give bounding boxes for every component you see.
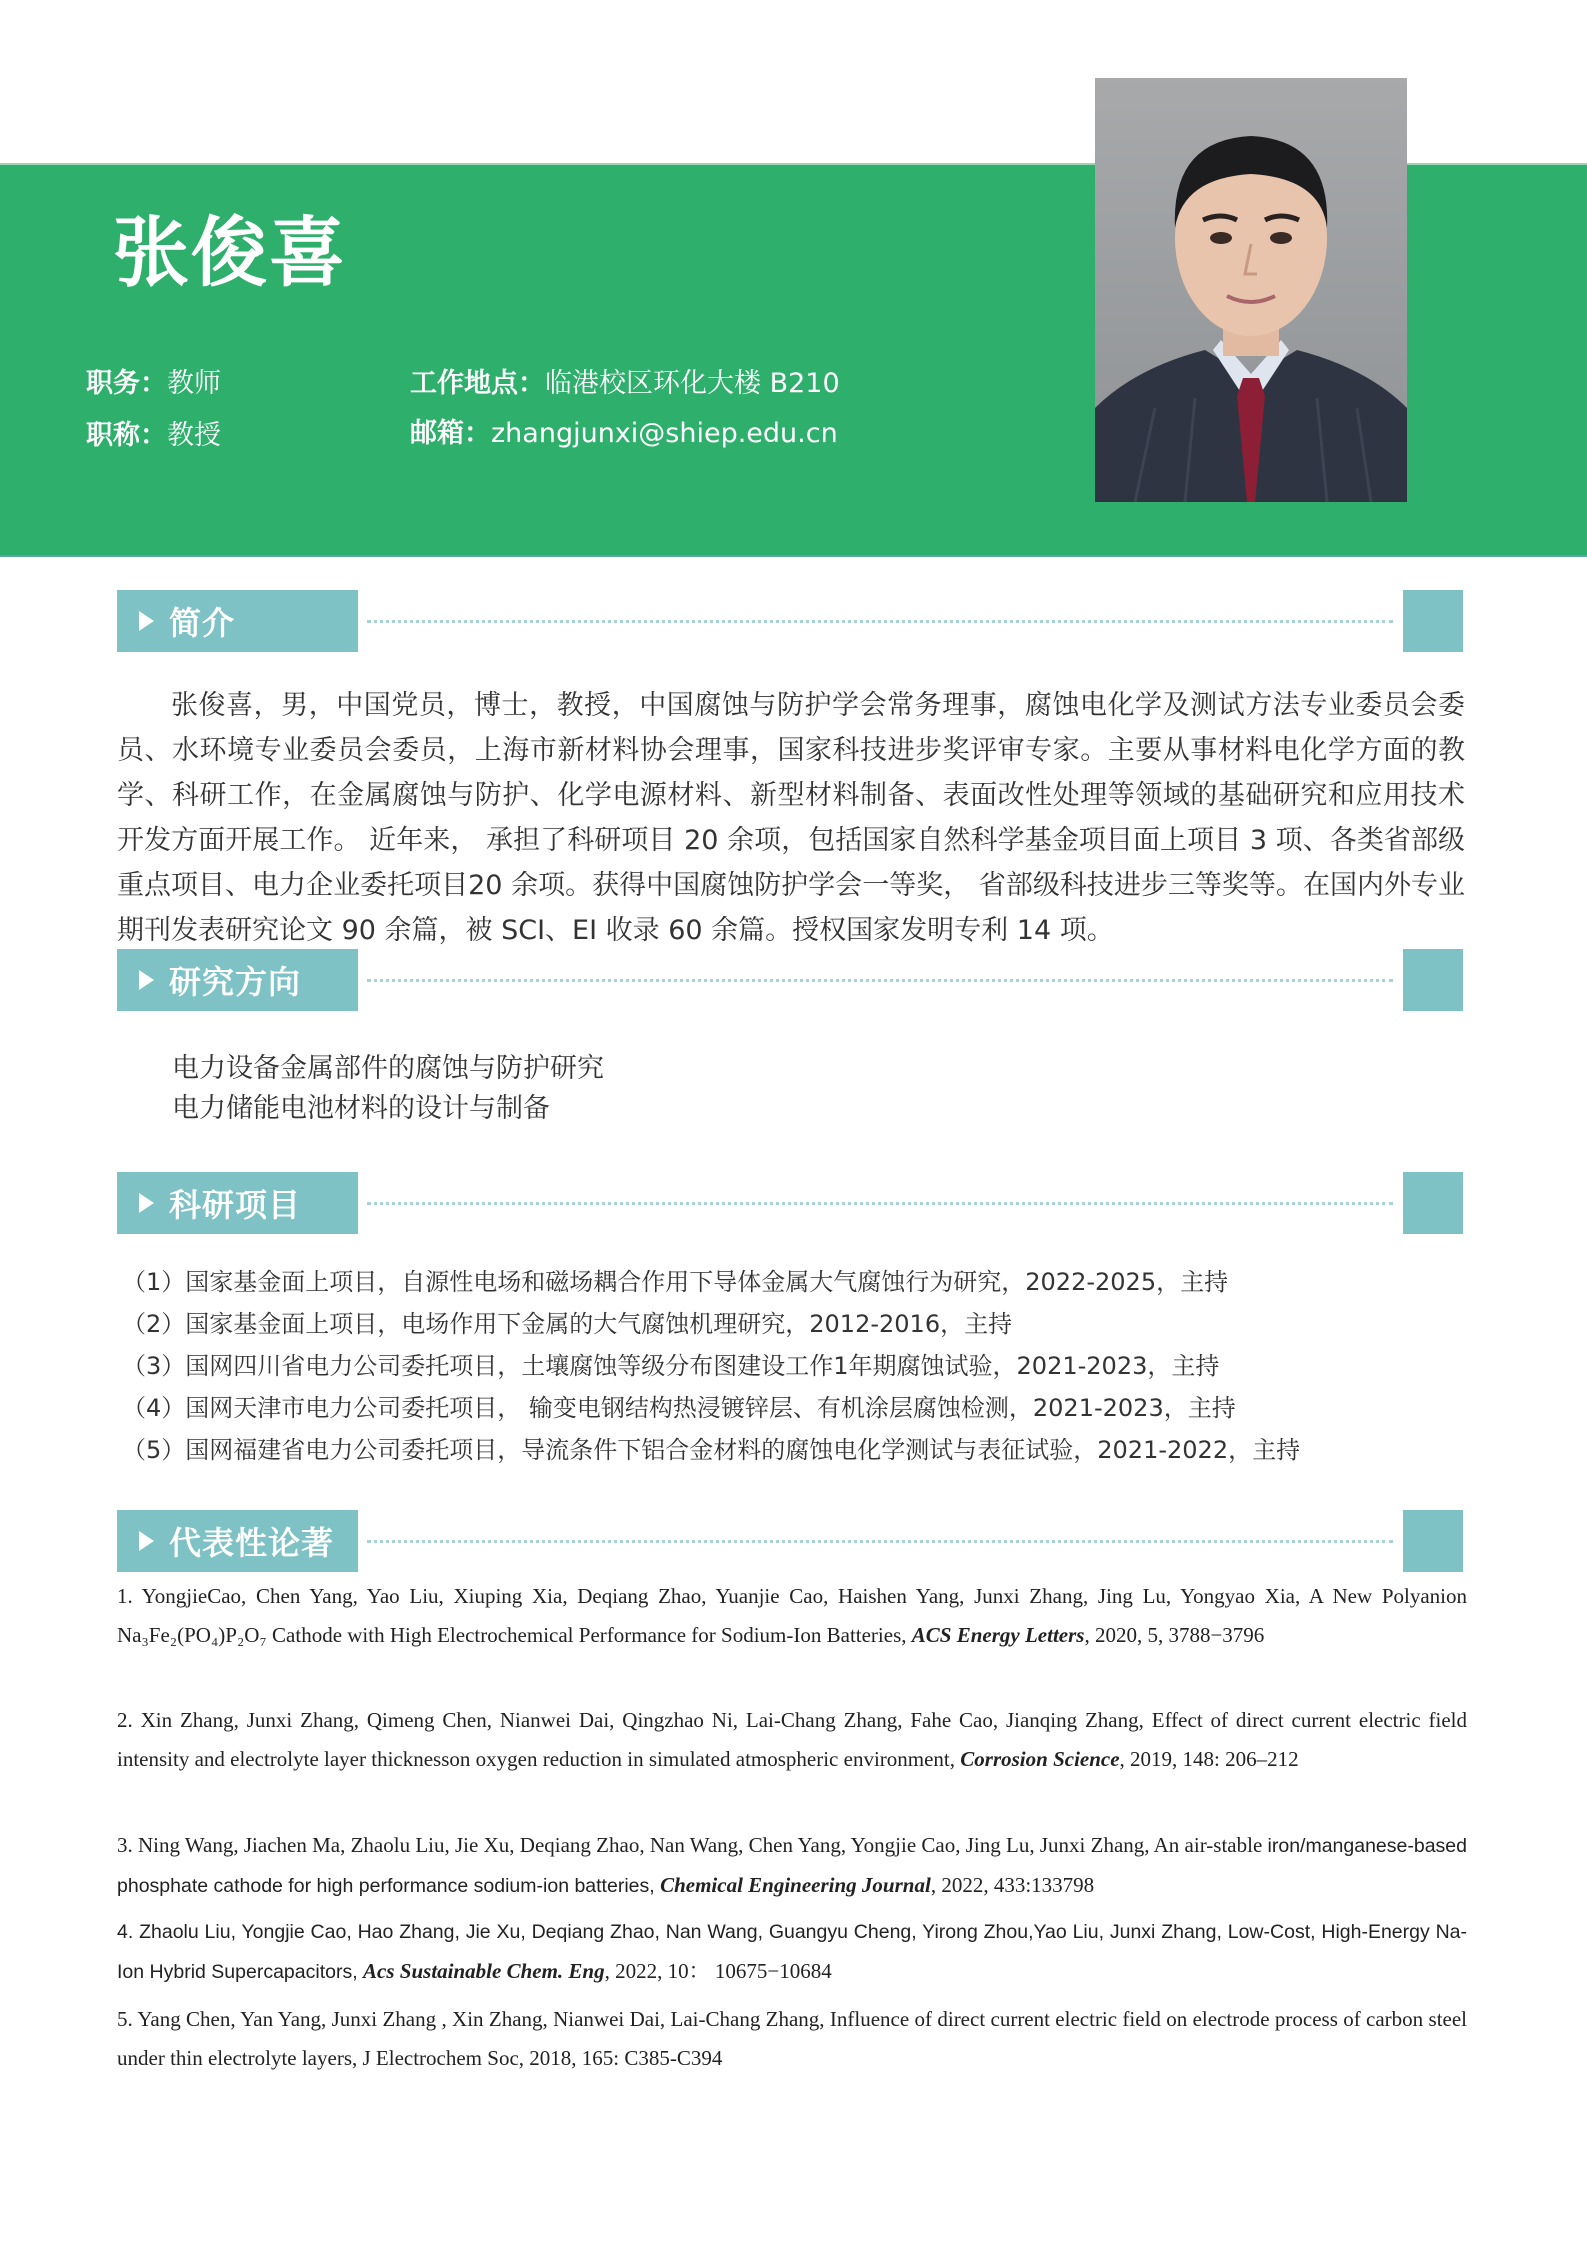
location-label: 工作地点：: [410, 368, 545, 399]
post-label: 职务：: [86, 368, 167, 399]
dotted-divider: [367, 979, 1393, 982]
section-end-block: [1403, 590, 1463, 652]
project-item: （1）国家基金面上项目，自源性电场和磁场耦合作用下导体金属大气腐蚀行为研究，2022-2025，主持: [122, 1268, 1229, 1296]
section-label-papers: [117, 1510, 358, 1572]
location-value: 临港校区环化大楼 B210: [545, 368, 840, 399]
project-item: （3）国网四川省电力公司委托项目，土壤腐蚀等级分布图建设工作1年期腐蚀试验，2021-2023，主持: [122, 1352, 1220, 1380]
triangle-icon: [139, 970, 154, 990]
email-info: [410, 420, 838, 447]
title-info: [86, 422, 221, 449]
title-value: 教授: [167, 420, 221, 451]
section-title-intro: 简介: [169, 604, 236, 642]
section-end-block: [1403, 1510, 1463, 1572]
section-header-projects: [117, 1172, 1463, 1234]
project-item: （2）国家基金面上项目，电场作用下金属的大气腐蚀机理研究，2012-2016，主持: [122, 1310, 1013, 1338]
publication-item: 1. YongjieCao, Chen Yang, Yao Liu, Xiuping Xia, Deqiang Zhao, Yuanjie Cao, Haishen Yang, Junxi Zhang, Jing Lu, Yongyao Xia, A New Polyanion Na₃Fe₂(PO₄)P₂O₇ Cathode with High Electrochemical Performance for Sodium-Ion Batteries, ACS Energy Letters, 2020, 5, 3788−3796: [117, 1584, 1467, 1647]
dotted-divider: [367, 620, 1393, 623]
research-item: 电力设备金属部件的腐蚀与防护研究: [172, 1053, 604, 1084]
journal-name: Chemical Engineering Journal: [660, 1873, 931, 1897]
bio-paragraph: 张俊喜，男，中国党员，博士，教授，中国腐蚀与防护学会常务理事，腐蚀电化学及测试方法专业委员会委员、水环境专业委员会委员，上海市新材料协会理事，国家科技进步奖评审专家。主要从事材料电化学方面的教学、科研工作，在金属腐蚀与防护、化学电源材料、新型材料制备、表面改性处理等领域的基础研究和应用技术开发方面开展工作。 近年来， 承担了科研项目 20 余项，包括国家自然科学基金项目面上项目 3 项、各类省部级重点项目、电力企业委托项目20 余项。获得中国腐蚀防护学会一等奖， 省部级科技进步三等奖等。在国内外专业期刊发表研究论文 90 余篇，被 SCI、EI 收录 60 余篇。授权国家发明专利 14 项。: [117, 690, 1465, 946]
chemical-formula: Na₃Fe₂(PO₄)P₂O₇: [117, 1623, 267, 1647]
research-item: 电力储能电池材料的设计与制备: [172, 1093, 550, 1124]
email-value: zhangjunxi@shiep.edu.cn: [491, 418, 838, 449]
triangle-icon: [139, 611, 154, 631]
email-label: 邮箱：: [410, 418, 491, 449]
journal-name: Corrosion Science: [960, 1747, 1120, 1771]
publication-item: 3. Ning Wang, Jiachen Ma, Zhaolu Liu, Jie Xu, Deqiang Zhao, Nan Wang, Chen Yang, Yongjie Cao, Jing Lu, Junxi Zhang, An air-stable iron/manganese-based phosphate cathode for high performance sodium-ion batteries, Chemical Engineering Journal, 2022, 433:133798: [117, 1833, 1467, 1897]
publication-item: 2. Xin Zhang, Junxi Zhang, Qimeng Chen, Nianwei Dai, Qingzhao Ni, Lai-Chang Zhang, Fahe Cao, Jianqing Zhang, Effect of direct current electric field intensity and electrolyte layer thicknesson oxygen reduction in simulated atmospheric environment, Corrosion Science, 2019, 148: 206–212: [117, 1708, 1467, 1771]
section-label-research: [117, 949, 358, 1011]
profile-photo: [1095, 78, 1407, 502]
triangle-icon: [139, 1531, 154, 1551]
project-item: （5）国网福建省电力公司委托项目，导流条件下铝合金材料的腐蚀电化学测试与表征试验，2021-2022，主持: [122, 1436, 1301, 1464]
location-info: [410, 370, 840, 397]
section-label-projects: [117, 1172, 358, 1234]
post-info: [86, 370, 221, 397]
publication-item: 5. Yang Chen, Yan Yang, Junxi Zhang , Xin Zhang, Nianwei Dai, Lai-Chang Zhang, Influence of direct current electric field on electrode process of carbon steel under thin electrolyte layers, J Electrochem Soc, 2018, 165: C385-C394: [117, 2007, 1467, 2070]
section-header-research: [117, 949, 1463, 1011]
section-title-papers: 代表性论著: [169, 1524, 335, 1562]
triangle-icon: [139, 1193, 154, 1213]
section-title-research: 研究方向: [169, 963, 302, 1001]
section-header-intro: [117, 590, 1463, 652]
section-label-intro: [117, 590, 358, 652]
dotted-divider: [367, 1540, 1393, 1543]
person-name: 张俊喜: [113, 208, 347, 297]
section-title-projects: 科研项目: [169, 1186, 302, 1224]
section-end-block: [1403, 1172, 1463, 1234]
portrait-illustration: [1095, 78, 1407, 502]
journal-name: ACS Energy Letters: [911, 1623, 1085, 1647]
project-item: （4）国网天津市电力公司委托项目， 输变电钢结构热浸镀锌层、有机涂层腐蚀检测，2021-2023，主持: [122, 1394, 1236, 1422]
section-header-papers: [117, 1510, 1463, 1572]
journal-name: Acs Sustainable Chem. Eng: [363, 1959, 605, 1983]
section-end-block: [1403, 949, 1463, 1011]
post-value: 教师: [167, 368, 221, 399]
title-label: 职称：: [86, 420, 167, 451]
publication-item: 4. Zhaolu Liu, Yongjie Cao, Hao Zhang, Jie Xu, Deqiang Zhao, Nan Wang, Guangyu Cheng, Yirong Zhou,Yao Liu, Junxi Zhang, Low-Cost, High-Energy Na-Ion Hybrid Supercapacitors, Acs Sustainable Chem. Eng, 2022, 10： 10675−10684: [117, 1921, 1467, 1983]
dotted-divider: [367, 1202, 1393, 1205]
